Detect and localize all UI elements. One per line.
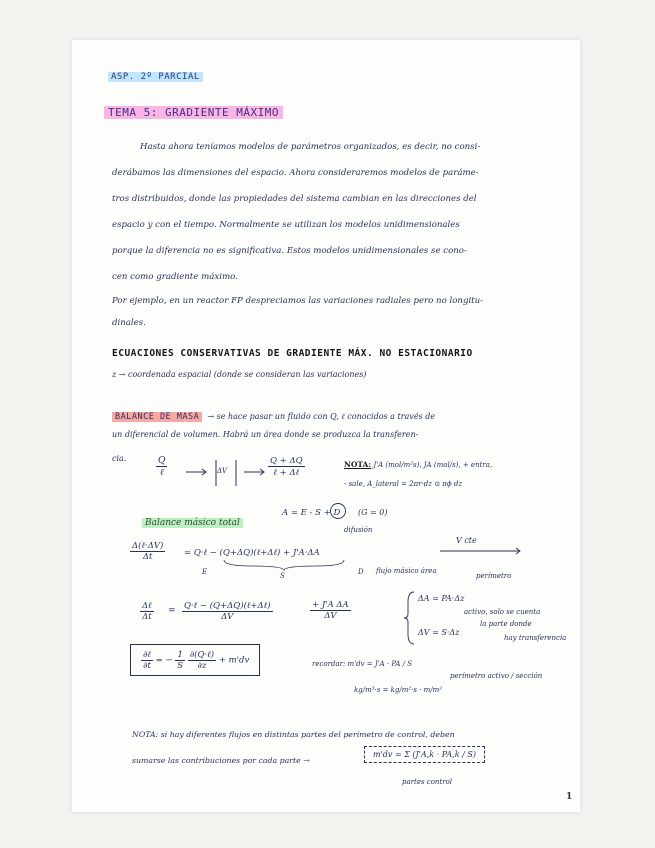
dV-relation: ΔV = S·Δz xyxy=(418,628,460,637)
eq1-under-e: E xyxy=(202,568,208,576)
eq1-under-d: D xyxy=(358,568,364,576)
diagram-note xyxy=(344,460,492,469)
balance-label: BALANCE DE MASA xyxy=(112,412,202,422)
eq2-equals: = xyxy=(168,606,176,616)
final-units: kg/m³·s = kg/m²·s · m/m² xyxy=(354,686,443,694)
eq2-lhs-num: Δℓ xyxy=(142,601,152,611)
final-t1-den: S xyxy=(177,660,184,671)
section-title: ECUACIONES CONSERVATIVAS DE GRADIENTE MÁX. NO ESTACIONARIO xyxy=(112,348,473,359)
page-number: 1 xyxy=(566,792,573,802)
diffusion-circle-mark xyxy=(331,504,346,519)
balance-text-2: un diferencial de volumen. Habrá un área donde se produzca la transferen- xyxy=(112,430,419,439)
mass-total-highlight: Balance másico total xyxy=(142,518,243,528)
inflow-num: Q xyxy=(158,456,166,466)
mass-total-equation: A = E - S + D xyxy=(282,508,341,518)
eq2-rhs xyxy=(182,600,273,622)
course-highlight: ASP. 2º PARCIAL xyxy=(108,72,203,82)
diagram-note-label: NOTA: xyxy=(344,460,372,469)
final-t2-den: ∂z xyxy=(197,661,207,671)
volume-label: ΔV xyxy=(217,467,228,475)
eq1-lhs-den: Δt xyxy=(142,552,153,562)
eq1-flux-note: flujo másico área xyxy=(376,567,437,575)
eq2-term xyxy=(310,600,351,621)
diagram-note-1: J'A (mol/m²s), JA (mol/s), + entra, xyxy=(373,461,493,469)
dA-relation: ΔA = PA·Δz xyxy=(418,594,465,603)
intro-line: dinales. xyxy=(112,318,146,328)
side-brace xyxy=(402,590,416,646)
diagram-note-2: - sale, A_lateral = 2πr·dz ⊙ πϕ dz xyxy=(344,480,463,488)
eq2-rhs-num: Q·ℓ − (Q+ΔQ)(ℓ+Δℓ) xyxy=(184,601,271,611)
outflow-den: ℓ + Δℓ xyxy=(273,468,300,478)
topic-title xyxy=(104,106,283,119)
inflow-fraction xyxy=(156,456,167,478)
eq1-lhs xyxy=(130,540,165,562)
g-note: (G = 0) xyxy=(358,508,388,517)
intro-line: Por ejemplo, en un reactor FP despreciamos las variaciones radiales pero no longitu- xyxy=(112,296,484,306)
velocity-label: V cte xyxy=(456,536,477,545)
eq1-underbrace-path xyxy=(224,560,344,570)
intro-line: espacio y con el tiempo. Normalmente se utilizan los modelos unidimensionales xyxy=(112,220,460,230)
final-lhs-num: ∂ℓ xyxy=(143,650,151,660)
eq2-term-num: + J'A ΔA xyxy=(312,600,349,610)
final-t3: + m'dv xyxy=(218,655,250,666)
eq1-underbrace xyxy=(222,558,352,572)
nota-final-line-2: sumarse las contribuciones por cada parte → xyxy=(132,756,310,765)
topic-highlight: TEMA 5: GRADIENTE MÁXIMO xyxy=(104,106,283,119)
eq2-lhs xyxy=(140,600,154,622)
diffusion-note: difusión xyxy=(344,526,373,534)
nota-final-boxed: m'dv = Σ (J'A,k · PA,k / S) xyxy=(364,746,485,763)
intro-line: Hasta ahora teníamos modelos de parámetros organizados, es decir, no consi- xyxy=(140,142,481,152)
eq2-lhs-den: Δt xyxy=(142,612,152,622)
balance-block xyxy=(112,404,552,423)
eq1-lhs-num: Δ(ℓ·ΔV) xyxy=(132,541,164,551)
velocity-arrow xyxy=(438,546,524,556)
side-note-2: la parte donde xyxy=(480,620,532,628)
eq1-rhs: = Q·ℓ − (Q+ΔQ)(ℓ+Δℓ) + J'A·ΔA xyxy=(184,548,320,558)
intro-line: tros distribuidos, donde las propiedades del sistema cambian en las direcciones del xyxy=(112,194,477,204)
final-equation-box xyxy=(130,644,260,676)
balance-text-3: cia. xyxy=(112,454,127,463)
inflow-den: ℓ xyxy=(159,468,164,478)
side-note-1: activo, solo se cuenta xyxy=(464,608,541,616)
outflow-fraction xyxy=(268,456,305,478)
eq2-term-den: ΔV xyxy=(324,611,337,621)
side-brace-path xyxy=(404,592,414,644)
diffusion-circle xyxy=(329,502,347,520)
balance-text-1: → se hace pasar un fluido con Q, ℓ conocidos a través de xyxy=(207,412,436,421)
eq1-under-s: S xyxy=(280,572,285,580)
final-t1-num: 1 xyxy=(175,650,185,661)
side-note-3: hay transferencia xyxy=(504,634,567,642)
notebook-page xyxy=(72,40,580,812)
final-lhs-den: ∂t xyxy=(143,661,151,671)
final-recall: recordar: m'dv = J'A · PA / S xyxy=(312,660,413,668)
intro-line: porque la diferencia no es significativa. Estos modelos unidimensionales se cono- xyxy=(112,246,467,256)
perimeter-note: perímetro xyxy=(476,572,512,580)
final-equals: = − xyxy=(155,655,176,666)
outflow-num: Q + ΔQ xyxy=(270,456,303,466)
intro-line: derábamos las dimensiones del espacio. Ahora consideraremos modelos de paráme- xyxy=(112,168,479,178)
eq2-rhs-den: ΔV xyxy=(221,612,234,622)
final-t2-num: ∂(Q·ℓ) xyxy=(189,650,215,660)
course-label xyxy=(108,72,203,82)
intro-line: cen como gradiente máximo. xyxy=(112,272,238,282)
mass-total-label xyxy=(142,510,243,529)
nota-final-line-1: NOTA: si hay diferentes flujos en distintas partes del perímetro de control, deben xyxy=(132,730,455,739)
nota-final-under: partes control xyxy=(402,778,453,786)
intro-paragraph xyxy=(112,134,542,334)
final-recall-note: perímetro activo / sección xyxy=(450,672,543,680)
section-note: z → coordenada espacial (donde se consideran las variaciones) xyxy=(112,370,367,379)
